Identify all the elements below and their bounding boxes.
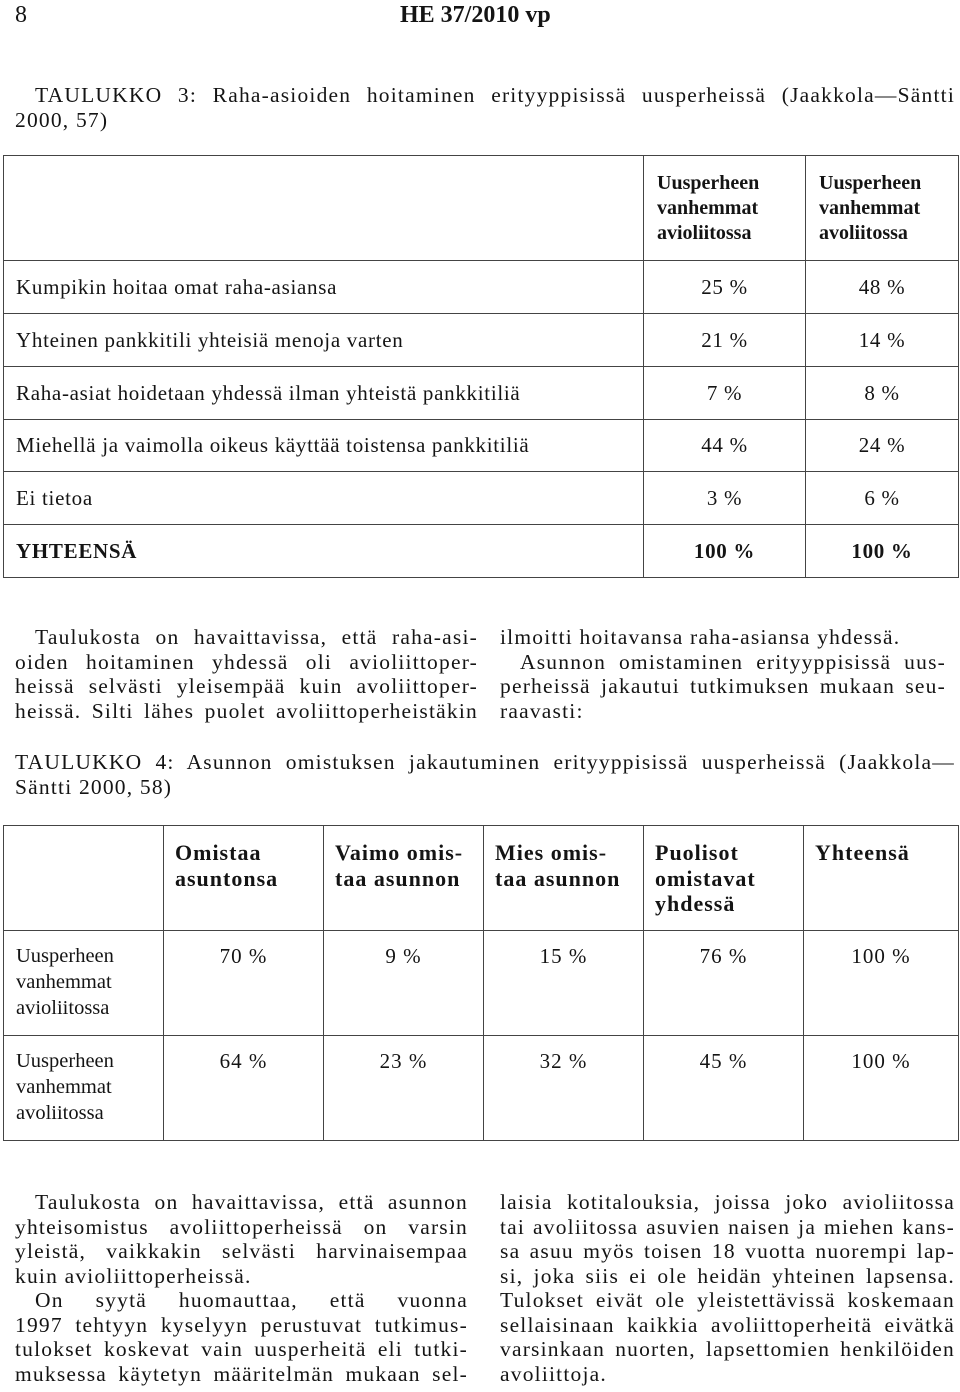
header-line: avoliitossa xyxy=(819,222,908,244)
row-label: YHTEENSÄ xyxy=(4,525,644,578)
table-3 xyxy=(3,155,959,578)
text-line: muksessa käytetyn määritelmän mukaan sel- xyxy=(15,1361,468,1386)
column-header-spouses-own-together xyxy=(644,826,804,931)
header-line: Puolisot xyxy=(655,840,739,865)
header-line: vanhemmat xyxy=(657,197,759,219)
paragraph-1-left-column xyxy=(15,625,478,723)
header-line: taa asunnon xyxy=(495,865,621,891)
column-header-wife-owns xyxy=(324,826,484,931)
text-line: laisia kotitalouksia, joissa joko avioliitossa xyxy=(500,1190,955,1214)
label-line: Uusperheen xyxy=(16,945,114,967)
document-id: HE 37/2010 vp xyxy=(400,2,551,28)
label-line: avioliitossa xyxy=(16,997,110,1019)
column-header-total xyxy=(804,826,959,931)
column-header-husband-owns xyxy=(484,826,644,931)
text-line: heissä. Silti lähes puolet avoliittoperheistäkin xyxy=(15,698,478,723)
table-3-caption xyxy=(15,83,955,132)
value-cell: 23 % xyxy=(324,1036,484,1141)
table-4 xyxy=(3,825,959,1141)
header-line: vanhemmat xyxy=(819,197,921,219)
text-line: tulokset koskevat vain uusperheitä eli tutki- xyxy=(15,1337,468,1361)
table-row xyxy=(4,472,959,525)
caption-line: Säntti 2000, 58) xyxy=(15,774,173,799)
header-line: Mies omis- xyxy=(495,840,608,865)
value-cohabiting: 24 % xyxy=(806,420,959,472)
value-cell: 32 % xyxy=(484,1036,644,1141)
label-line: vanhemmat xyxy=(16,971,112,993)
header-line: Uusperheen xyxy=(819,172,922,194)
column-header-own-home xyxy=(164,826,324,931)
header-line: avioliitossa xyxy=(657,222,752,244)
paragraph-2-left-column xyxy=(15,1190,468,1386)
text-line: On syytä huomauttaa, että vuonna xyxy=(35,1288,468,1312)
header-cell-empty xyxy=(4,156,644,261)
table-row xyxy=(4,420,959,472)
text-line: avoliittoja. xyxy=(500,1361,607,1386)
header-line: omistavat xyxy=(655,865,756,891)
value-cell: 45 % xyxy=(644,1036,804,1141)
label-line: avoliitossa xyxy=(16,1102,104,1124)
text-line: varsinkaan nuorten, lapsettomien henkilöiden xyxy=(500,1337,955,1361)
label-line: Uusperheen xyxy=(16,1050,114,1072)
text-line: ilmoitti hoitavansa raha-asiansa yhdessä. xyxy=(500,625,901,649)
header-line: asuntonsa xyxy=(175,865,279,891)
text-line: sa asuu myös toisen 18 vuotta nuorempi lap- xyxy=(500,1239,955,1263)
row-label xyxy=(4,931,164,1036)
value-cohabiting: 8 % xyxy=(806,367,959,420)
table-4-caption xyxy=(15,750,955,799)
value-married: 100 % xyxy=(644,525,806,578)
text-line: Taulukosta on havaittavissa, että asunnon xyxy=(35,1190,468,1214)
value-cohabiting: 14 % xyxy=(806,314,959,367)
header-line: Yhteensä xyxy=(815,840,910,865)
label-line: vanhemmat xyxy=(16,1076,112,1098)
value-cell: 100 % xyxy=(804,1036,959,1141)
value-cell: 76 % xyxy=(644,931,804,1036)
value-married: 44 % xyxy=(644,420,806,472)
header-cell-empty xyxy=(4,826,164,931)
table-header-row xyxy=(4,826,959,931)
caption-line: 2000, 57) xyxy=(15,107,109,132)
caption-line: TAULUKKO 3: Raha-asioiden hoitaminen erityyppisissä uusperheissä (Jaakkola—Säntti xyxy=(35,83,955,107)
row-label: Raha-asiat hoidetaan yhdessä ilman yhteistä pankkitiliä xyxy=(4,367,644,420)
header-line: Uusperheen xyxy=(657,172,760,194)
value-married: 21 % xyxy=(644,314,806,367)
caption-line: TAULUKKO 4: Asunnon omistuksen jakautuminen erityyppisissä uusperheissä (Jaakkola— xyxy=(15,750,955,774)
text-line: Tulokset eivät ole yleistettävissä koskemaan xyxy=(500,1288,955,1312)
row-label: Ei tietoa xyxy=(4,472,644,525)
value-cohabiting: 100 % xyxy=(806,525,959,578)
text-line: Taulukosta on havaittavissa, että raha-asi- xyxy=(35,625,478,649)
text-line: yhteisomistus avoliittoperheissä on varsin xyxy=(15,1214,468,1239)
column-header-married xyxy=(644,156,806,261)
value-cell: 100 % xyxy=(804,931,959,1036)
value-cell: 64 % xyxy=(164,1036,324,1141)
value-married: 25 % xyxy=(644,261,806,314)
page-number: 8 xyxy=(15,2,27,28)
value-cell: 9 % xyxy=(324,931,484,1036)
row-label: Yhteinen pankkitili yhteisiä menoja varten xyxy=(4,314,644,367)
value-cohabiting: 48 % xyxy=(806,261,959,314)
paragraph-1-right-column xyxy=(500,625,946,723)
header-line: yhdessä xyxy=(655,891,736,916)
value-married: 7 % xyxy=(644,367,806,420)
value-married: 3 % xyxy=(644,472,806,525)
text-line: sellaisinaan kaikkia avoliittoperheitä eivätkä xyxy=(500,1312,955,1337)
text-line: heissä selvästi yleisempää kuin avoliittoper- xyxy=(15,674,478,698)
text-line: Asunnon omistaminen erityyppisissä uus- xyxy=(520,649,946,674)
table-row xyxy=(4,931,959,1036)
table-row xyxy=(4,261,959,314)
table-row xyxy=(4,367,959,420)
paragraph-2-right-column xyxy=(500,1190,955,1386)
header-line: Vaimo omis- xyxy=(335,840,464,865)
column-header-cohabiting xyxy=(806,156,959,261)
row-label: Kumpikin hoitaa omat raha-asiansa xyxy=(4,261,644,314)
row-label xyxy=(4,1036,164,1141)
text-line: yleistä, vaikkakin selvästi harvinaisempaa xyxy=(15,1239,468,1263)
header-line: taa asunnon xyxy=(335,865,461,891)
text-line: oiden hoitaminen yhdessä oli avioliittoper- xyxy=(15,649,478,674)
table-row xyxy=(4,1036,959,1141)
text-line: raavasti: xyxy=(500,698,584,723)
text-line: tai avoliitossa asuvien naisen ja miehen kans- xyxy=(500,1214,955,1239)
text-line: si, joka siis ei ole heidän yhteinen lapsensa. xyxy=(500,1263,955,1288)
value-cohabiting: 6 % xyxy=(806,472,959,525)
text-line: 1997 tehtyyn kyselyyn perustuvat tutkimus- xyxy=(15,1312,468,1337)
table-total-row xyxy=(4,525,959,578)
text-line: perheissä jakautui tutkimuksen mukaan seu- xyxy=(500,674,946,698)
row-label: Miehellä ja vaimolla oikeus käyttää toistensa pankkitiliä xyxy=(4,420,644,472)
header-line: Omistaa xyxy=(175,840,262,865)
text-line: kuin avioliittoperheissä. xyxy=(15,1263,252,1288)
value-cell: 70 % xyxy=(164,931,324,1036)
value-cell: 15 % xyxy=(484,931,644,1036)
table-header-row xyxy=(4,156,959,261)
table-row xyxy=(4,314,959,367)
